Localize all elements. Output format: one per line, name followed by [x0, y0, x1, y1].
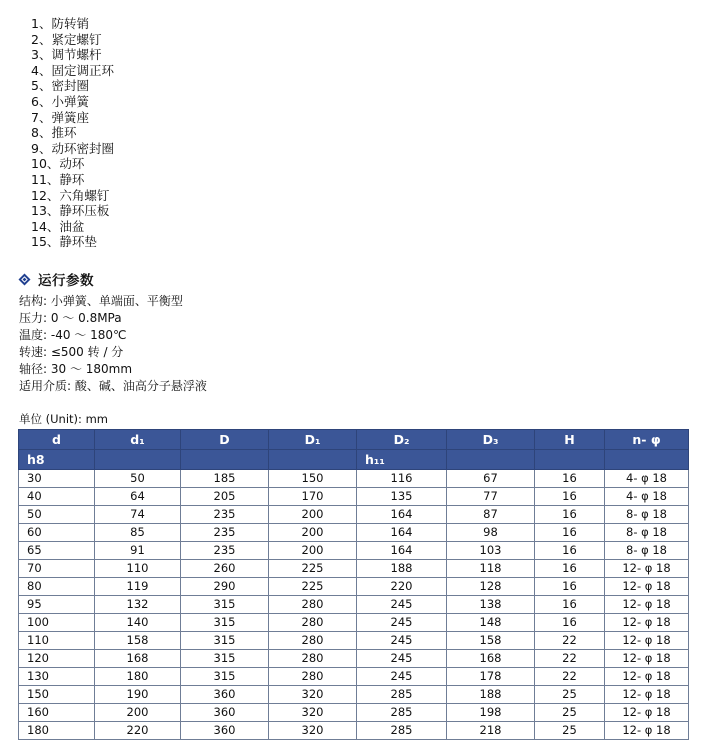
cell-D3: 67 — [447, 470, 535, 488]
cell-H: 22 — [535, 668, 605, 686]
table-subheader-row — [19, 450, 689, 470]
cell-D: 315 — [181, 596, 269, 614]
cell-H: 16 — [535, 578, 605, 596]
parameter-row: 转速: ≤500 转 / 分 — [19, 345, 124, 359]
list-item: 8、推环 — [31, 125, 77, 141]
list-item: 9、动环密封圈 — [31, 140, 114, 156]
cell-H: 25 — [535, 686, 605, 704]
cell-n-phi: 12- φ 18 — [605, 704, 689, 722]
table-row — [19, 650, 689, 668]
cell-d1: 158 — [95, 632, 181, 650]
cell-n-phi: 8- φ 18 — [605, 506, 689, 524]
parameter-row: 压力: 0 ～ 0.8MPa — [19, 311, 122, 325]
cell-d1: 200 — [95, 704, 181, 722]
cell-D2: 285 — [357, 722, 447, 740]
cell-d1: 119 — [95, 578, 181, 596]
cell-d1: 220 — [95, 722, 181, 740]
cell-d: 30 — [19, 470, 95, 488]
cell-D2: 164 — [357, 524, 447, 542]
parameter-row: 结构: 小弹簧、单端面、平衡型 — [19, 294, 183, 308]
subheader-blank-6 — [605, 450, 689, 470]
section-title: 运行参数 — [38, 273, 94, 289]
cell-D: 290 — [181, 578, 269, 596]
list-item: 12、六角螺钉 — [31, 187, 110, 203]
cell-D1: 200 — [269, 506, 357, 524]
cell-D2: 164 — [357, 542, 447, 560]
cell-D: 315 — [181, 650, 269, 668]
cell-D2: 245 — [357, 632, 447, 650]
cell-d1: 190 — [95, 686, 181, 704]
cell-H: 16 — [535, 596, 605, 614]
table-row — [19, 614, 689, 632]
list-item: 5、密封圈 — [31, 78, 89, 94]
cell-d1: 140 — [95, 614, 181, 632]
column-header-n-phi: n- φ — [605, 430, 689, 450]
section-heading — [18, 269, 94, 289]
list-item: 11、静环 — [31, 171, 85, 187]
cell-H: 16 — [535, 542, 605, 560]
cell-D2: 188 — [357, 560, 447, 578]
cell-D1: 225 — [269, 578, 357, 596]
unit-note: 单位 (Unit): mm — [19, 412, 108, 426]
subheader-blank-1 — [95, 450, 181, 470]
parameter-row: 温度: -40 ～ 180℃ — [19, 328, 127, 342]
cell-d: 65 — [19, 542, 95, 560]
cell-D2: 116 — [357, 470, 447, 488]
cell-D3: 87 — [447, 506, 535, 524]
column-header-H: H — [535, 430, 605, 450]
cell-D1: 200 — [269, 542, 357, 560]
cell-d: 150 — [19, 686, 95, 704]
cell-D1: 320 — [269, 722, 357, 740]
subheader-blank-4 — [447, 450, 535, 470]
column-header-D1: D₁ — [269, 430, 357, 450]
cell-D3: 128 — [447, 578, 535, 596]
column-header-d: d — [19, 430, 95, 450]
cell-d1: 91 — [95, 542, 181, 560]
cell-d1: 64 — [95, 488, 181, 506]
cell-D: 260 — [181, 560, 269, 578]
cell-D: 235 — [181, 524, 269, 542]
cell-n-phi: 12- φ 18 — [605, 650, 689, 668]
cell-D2: 245 — [357, 668, 447, 686]
parameter-row: 轴径: 30 ～ 180mm — [19, 362, 133, 376]
parts-list — [31, 16, 291, 250]
cell-D: 315 — [181, 668, 269, 686]
cell-D3: 103 — [447, 542, 535, 560]
cell-D3: 77 — [447, 488, 535, 506]
cell-D: 315 — [181, 614, 269, 632]
cell-D3: 158 — [447, 632, 535, 650]
cell-n-phi: 12- φ 18 — [605, 596, 689, 614]
list-item: 7、弹簧座 — [31, 109, 89, 125]
cell-n-phi: 12- φ 18 — [605, 614, 689, 632]
cell-n-phi: 12- φ 18 — [605, 722, 689, 740]
cell-D: 360 — [181, 686, 269, 704]
cell-D: 235 — [181, 506, 269, 524]
column-header-D2: D₂ — [357, 430, 447, 450]
table-row — [19, 668, 689, 686]
cell-H: 25 — [535, 704, 605, 722]
cell-d: 110 — [19, 632, 95, 650]
cell-n-phi: 8- φ 18 — [605, 524, 689, 542]
cell-d1: 50 — [95, 470, 181, 488]
table-row — [19, 560, 689, 578]
cell-H: 16 — [535, 524, 605, 542]
cell-d: 80 — [19, 578, 95, 596]
cell-d1: 132 — [95, 596, 181, 614]
table-row — [19, 704, 689, 722]
parameter-row: 适用介质: 酸、碱、油高分子悬浮液 — [19, 379, 207, 393]
table-row — [19, 488, 689, 506]
cell-D3: 188 — [447, 686, 535, 704]
cell-n-phi: 12- φ 18 — [605, 632, 689, 650]
cell-H: 16 — [535, 560, 605, 578]
cell-H: 22 — [535, 632, 605, 650]
list-item: 14、油盆 — [31, 218, 85, 234]
table-row — [19, 686, 689, 704]
table-body — [19, 470, 689, 740]
cell-n-phi: 8- φ 18 — [605, 542, 689, 560]
cell-H: 22 — [535, 650, 605, 668]
cell-D1: 320 — [269, 704, 357, 722]
cell-n-phi: 12- φ 18 — [605, 686, 689, 704]
table-row — [19, 578, 689, 596]
table-row — [19, 596, 689, 614]
running-parameters — [19, 293, 419, 395]
column-header-D: D — [181, 430, 269, 450]
cell-D2: 164 — [357, 506, 447, 524]
cell-d: 60 — [19, 524, 95, 542]
cell-d: 95 — [19, 596, 95, 614]
subheader-blank-2 — [181, 450, 269, 470]
cell-D3: 148 — [447, 614, 535, 632]
table-row — [19, 542, 689, 560]
table-row — [19, 470, 689, 488]
cell-D2: 245 — [357, 650, 447, 668]
cell-D1: 200 — [269, 524, 357, 542]
diamond-bullet-icon — [18, 273, 31, 286]
cell-d: 70 — [19, 560, 95, 578]
cell-D3: 118 — [447, 560, 535, 578]
cell-D1: 280 — [269, 614, 357, 632]
cell-n-phi: 12- φ 18 — [605, 578, 689, 596]
cell-d: 120 — [19, 650, 95, 668]
cell-D2: 245 — [357, 614, 447, 632]
column-header-D3: D₃ — [447, 430, 535, 450]
cell-D1: 280 — [269, 668, 357, 686]
cell-D3: 178 — [447, 668, 535, 686]
list-item: 6、小弹簧 — [31, 93, 89, 109]
table-row — [19, 632, 689, 650]
cell-n-phi: 12- φ 18 — [605, 560, 689, 578]
cell-D2: 220 — [357, 578, 447, 596]
list-item: 13、静环压板 — [31, 203, 110, 219]
cell-D3: 98 — [447, 524, 535, 542]
subheader-blank-5 — [535, 450, 605, 470]
cell-d1: 180 — [95, 668, 181, 686]
cell-D3: 138 — [447, 596, 535, 614]
cell-n-phi: 12- φ 18 — [605, 668, 689, 686]
list-item: 10、动环 — [31, 156, 85, 172]
cell-d: 160 — [19, 704, 95, 722]
cell-d1: 168 — [95, 650, 181, 668]
cell-n-phi: 4- φ 18 — [605, 470, 689, 488]
cell-D: 185 — [181, 470, 269, 488]
cell-D2: 245 — [357, 596, 447, 614]
table-row — [19, 722, 689, 740]
cell-H: 16 — [535, 614, 605, 632]
cell-D1: 280 — [269, 650, 357, 668]
cell-D2: 285 — [357, 686, 447, 704]
cell-D: 235 — [181, 542, 269, 560]
specification-table — [18, 429, 688, 740]
cell-D: 315 — [181, 632, 269, 650]
cell-d: 40 — [19, 488, 95, 506]
cell-D: 205 — [181, 488, 269, 506]
cell-D1: 225 — [269, 560, 357, 578]
cell-D3: 198 — [447, 704, 535, 722]
list-item: 15、静环垫 — [31, 234, 97, 250]
cell-d1: 110 — [95, 560, 181, 578]
cell-d: 180 — [19, 722, 95, 740]
subheader-h8: h8 — [19, 450, 95, 470]
cell-D3: 168 — [447, 650, 535, 668]
list-item: 1、防转销 — [31, 16, 89, 31]
cell-d: 100 — [19, 614, 95, 632]
cell-D1: 280 — [269, 632, 357, 650]
list-item: 4、固定调正环 — [31, 62, 114, 78]
table-header-row — [19, 430, 689, 450]
cell-H: 16 — [535, 488, 605, 506]
cell-D1: 320 — [269, 686, 357, 704]
cell-H: 16 — [535, 506, 605, 524]
cell-D: 360 — [181, 722, 269, 740]
subheader-blank-3 — [269, 450, 357, 470]
table-row — [19, 524, 689, 542]
list-item: 3、调节螺杆 — [31, 47, 102, 63]
cell-D1: 150 — [269, 470, 357, 488]
cell-D2: 285 — [357, 704, 447, 722]
cell-D1: 170 — [269, 488, 357, 506]
cell-d1: 74 — [95, 506, 181, 524]
subheader-h11: h₁₁ — [357, 450, 447, 470]
cell-D1: 280 — [269, 596, 357, 614]
column-header-d1: d₁ — [95, 430, 181, 450]
cell-H: 16 — [535, 470, 605, 488]
cell-D: 360 — [181, 704, 269, 722]
list-item: 2、紧定螺钉 — [31, 31, 102, 47]
cell-D3: 218 — [447, 722, 535, 740]
cell-d: 50 — [19, 506, 95, 524]
cell-D2: 135 — [357, 488, 447, 506]
cell-n-phi: 4- φ 18 — [605, 488, 689, 506]
cell-d: 130 — [19, 668, 95, 686]
cell-H: 25 — [535, 722, 605, 740]
table-row — [19, 506, 689, 524]
cell-d1: 85 — [95, 524, 181, 542]
